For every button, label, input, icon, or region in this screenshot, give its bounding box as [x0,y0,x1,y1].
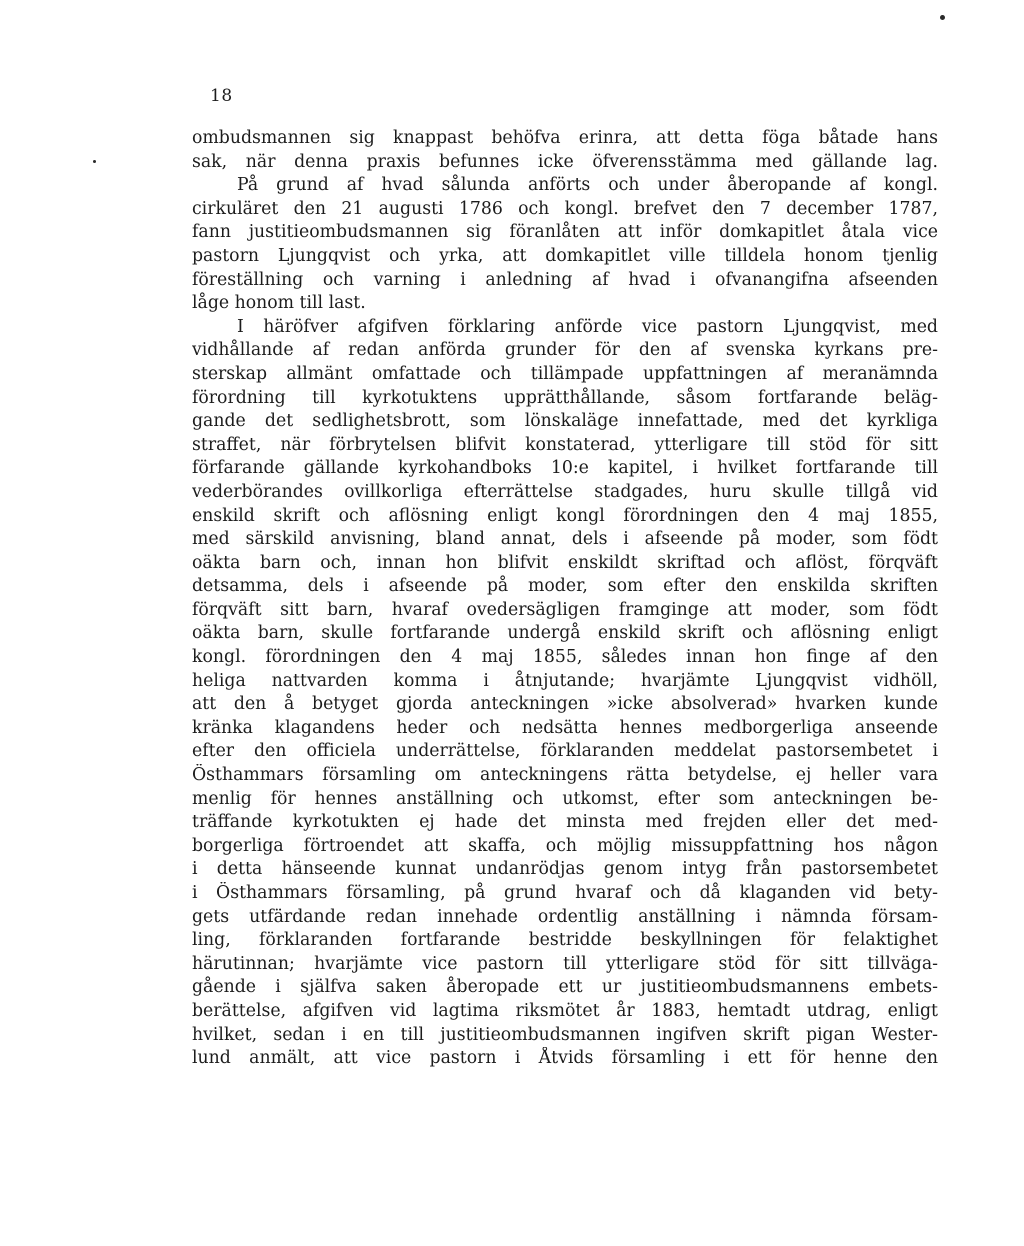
text-line: Östhammars församling om anteckningens rätta betydelse, ej heller vara [192,765,938,786]
text-line: träffande kyrkotukten ej hade det minsta med frejden eller det med- [192,812,938,833]
text-line: förordning till kyrkotuktens upprätthållande, såsom fortfarande beläg- [192,387,938,408]
scan-speck [940,15,945,20]
text-line: ling, förklaranden fortfarande bestridde beskyllningen för felaktighet [192,930,938,951]
text-line: I häröfver afgifven förklaring anförde vice pastorn Ljungqvist, med [237,316,938,337]
text-line: i detta hänseende kunnat undanrödjas genom intyg från pastorsembetet [192,859,938,880]
text-line: sak, när denna praxis befunnes icke öfverensstämma med gällande lag. [192,151,938,172]
text-line: borgerliga förtroendet att skaffa, och möjlig missuppfattning hos någon [192,835,938,856]
text-line: i Östhammars församling, på grund hvaraf och då klaganden vid bety- [192,883,938,903]
text-line: sterskap allmänt omfattade och tillämpade uppfattningen af meranämnda [192,363,938,384]
text-line: kränka klagandens heder och nedsätta hennes medborgerliga anseende [192,717,938,738]
text-line: pastorn Ljungqvist och yrka, att domkapitlet ville tilldela honom tjenlig [192,245,938,266]
text-line: fann justitieombudsmannen sig föranlåten att inför domkapitlet åtala vice [192,222,938,243]
text-line: med särskild anvisning, bland annat, dels i afseende på moder, som födt [192,529,938,550]
margin-mark [93,160,96,163]
text-line: kongl. förordningen den 4 maj 1855, således innan hon finge af den [192,647,938,668]
text-line: oäkta barn och, innan hon blifvit enskildt skriftad och aflöst, förqväft [192,552,938,573]
text-line: härutinnan; hvarjämte vice pastorn till ytterligare stöd för sitt tillväga- [192,953,938,974]
text-line: hvilket, sedan i en till justitieombudsmannen ingifven skrift pigan Wester- [192,1024,938,1045]
text-line: berättelse, afgifven vid lagtima riksmötet år 1883, hemtadt utdrag, enligt [192,1000,938,1021]
text-line: heliga nattvarden komma i åtnjutande; hvarjämte Ljungqvist vidhöll, [192,670,938,691]
text-line: detsamma, dels i afseende på moder, som efter den enskilda skriften [192,576,938,597]
text-line: cirkuläret den 21 augusti 1786 och kongl. brefvet den 7 december 1787, [192,198,938,219]
text-line: förqväft sitt barn, hvaraf ovedersägligen framginge att moder, som födt [192,599,938,620]
text-line: vederbörandes ovillkorliga efterrättelse stadgades, huru skulle tillgå vid [192,481,938,502]
text-line: ombudsmannen sig knappast behöfva erinra, att detta föga båtade hans [192,128,938,148]
text-line: lund anmält, att vice pastorn i Åtvids församling i ett för henne den [192,1048,938,1069]
text-line: gets utfärdande redan innehade ordentlig anställning i nämnda försam- [192,906,938,927]
text-line: På grund af hvad sålunda anförts och under åberopande af kongl. [237,175,938,196]
text-line: förfarande gällande kyrkohandboks 10:e kapitel, i hvilket fortfarande till [192,458,938,479]
text-line: enskild skrift och aflösning enligt kongl förordningen den 4 maj 1855, [192,505,938,526]
text-line: oäkta barn, skulle fortfarande undergå enskild skrift och aflösning enligt [192,623,938,644]
text-line: menlig för hennes anställning och utkomst, efter som anteckningen be- [192,788,938,809]
body-text [192,127,938,1071]
text-line: att den å betyget gjorda anteckningen »icke absolverad» hvarken kunde [192,694,938,715]
text-line: låge honom till last. [192,293,366,314]
text-line: föreställning och varning i anledning af hvad i ofvanangifna afseenden [192,269,938,290]
text-line: efter den officiela underrättelse, förklaranden meddelat pastorsembetet i [192,741,938,762]
text-line: gande det sedlighetsbrott, som lönskaläge innefattade, med det kyrkliga [192,411,938,432]
page-number: 18 [210,86,233,106]
text-line: gående i själfva saken åberopade ett ur justitieombudsmannens embets- [192,977,938,998]
text-line: vidhållande af redan anförda grunder för den af svenska kyrkans pre- [192,340,938,361]
text-line: straffet, när förbrytelsen blifvit konstaterad, ytterligare till stöd för sitt [192,434,938,455]
